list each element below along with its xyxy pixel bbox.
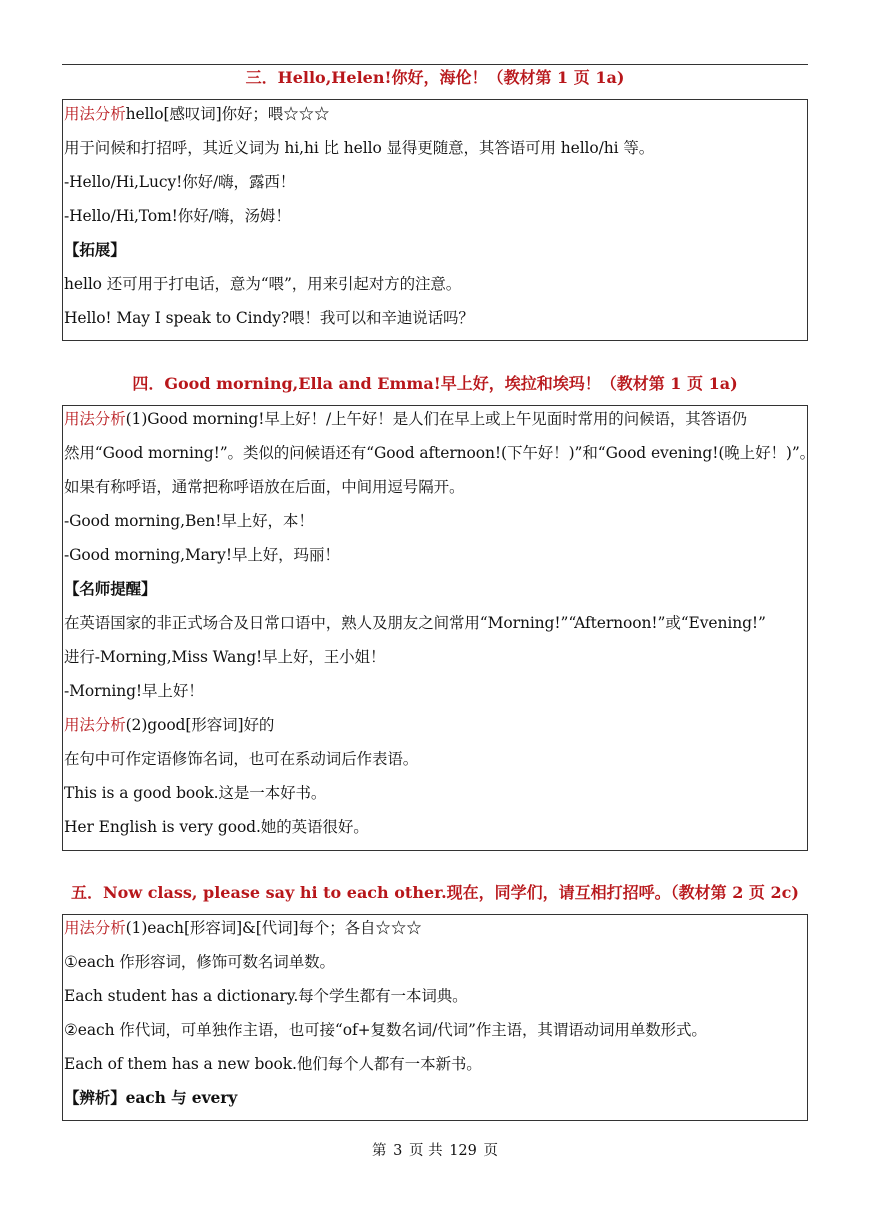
text-line: 用法分析(2)good[形容词]好的 <box>64 716 275 734</box>
page-footer: 第 3 页 共 129 页 <box>372 1143 498 1159</box>
text-line: -Good morning,Ben!早上好，本！ <box>64 512 314 530</box>
text-line: -Hello/Hi,Lucy!你好/嗨，露西！ <box>64 173 296 191</box>
subheading-extension: 【拓展】 <box>64 240 126 259</box>
usage-label: 用法分析 <box>64 716 126 734</box>
text-line: Each of them has a new book.他们每个人都有一本新书。 <box>64 1055 482 1073</box>
page-number: 3 <box>393 1143 403 1159</box>
text-line: 用于问候和打招呼，其近义词为 hi,hi 比 hello 显得更随意，其答语可用 hello/hi 等。 <box>64 139 655 157</box>
text-line: hello 还可用于打电话，意为“喂”，用来引起对方的注意。 <box>64 275 462 293</box>
top-rule <box>62 64 808 65</box>
subheading-distinction: 【辨析】each 与 every <box>64 1088 238 1107</box>
text-line: 用法分析hello[感叹词]你好；喂☆☆☆ <box>64 105 330 123</box>
text-line: 在句中可作定语修饰名词，也可在系动词后作表语。 <box>64 750 419 768</box>
text-line: -Hello/Hi,Tom!你好/嗨，汤姆！ <box>64 207 291 225</box>
text-line: Hello! May I speak to Cindy?喂！我可以和辛迪说话吗？ <box>64 309 474 327</box>
subheading-teacher-tip: 【名师提醒】 <box>64 579 157 598</box>
text-line: -Morning!早上好！ <box>64 682 204 700</box>
text-line: 如果有称呼语，通常把称呼语放在后面，中间用逗号隔开。 <box>64 478 465 496</box>
text-line: Each student has a dictionary.每个学生都有一本词典。 <box>64 987 468 1005</box>
text-line: Her English is very good.她的英语很好。 <box>64 818 369 836</box>
text-line: 进行-Morning,Miss Wang!早上好，王小姐！ <box>64 648 386 666</box>
text-line: This is a good book.这是一本好书。 <box>64 784 327 802</box>
section-3-heading: 三．Hello,Helen!你好，海伦！（教材第 1 页 1a) <box>245 68 625 87</box>
text-line: 然用“Good morning!”。类似的问候语还有“Good afternoon!(下午好！)”和“Good evening!(晚上好！)”。 <box>64 444 816 462</box>
text-line: ①each 作形容词，修饰可数名词单数。 <box>64 953 335 971</box>
section-4-box <box>62 405 816 851</box>
usage-label: 用法分析 <box>64 919 126 937</box>
text-line: 在英语国家的非正式场合及日常口语中，熟人及朋友之间常用“Morning!”“Afternoon!”或“Evening!” <box>64 614 766 632</box>
section-4-heading: 四．Good morning,Ella and Emma!早上好，埃拉和埃玛！（教材第 1 页 1a) <box>132 374 738 393</box>
text-line: 用法分析(1)Good morning!早上好！/上午好！是人们在早上或上午见面时常用的问候语，其答语仍 <box>64 410 747 428</box>
text-line: ②each 作代词，可单独作主语，也可接“of+复数名词/代词”作主语，其谓语动词用单数形式。 <box>64 1021 707 1039</box>
usage-label: 用法分析 <box>64 105 126 123</box>
section-5-heading: 五．Now class, please say hi to each other.现在，同学们，请互相打招呼。（教材第 2 页 2c) <box>71 883 799 902</box>
section-3-box <box>62 99 808 341</box>
section-5-box <box>62 914 808 1121</box>
text-line: 用法分析(1)each[形容词]&[代词]每个；各自☆☆☆ <box>64 919 422 937</box>
usage-label: 用法分析 <box>64 410 126 428</box>
total-pages: 129 <box>449 1143 477 1159</box>
text-line: -Good morning,Mary!早上好，玛丽！ <box>64 546 340 564</box>
